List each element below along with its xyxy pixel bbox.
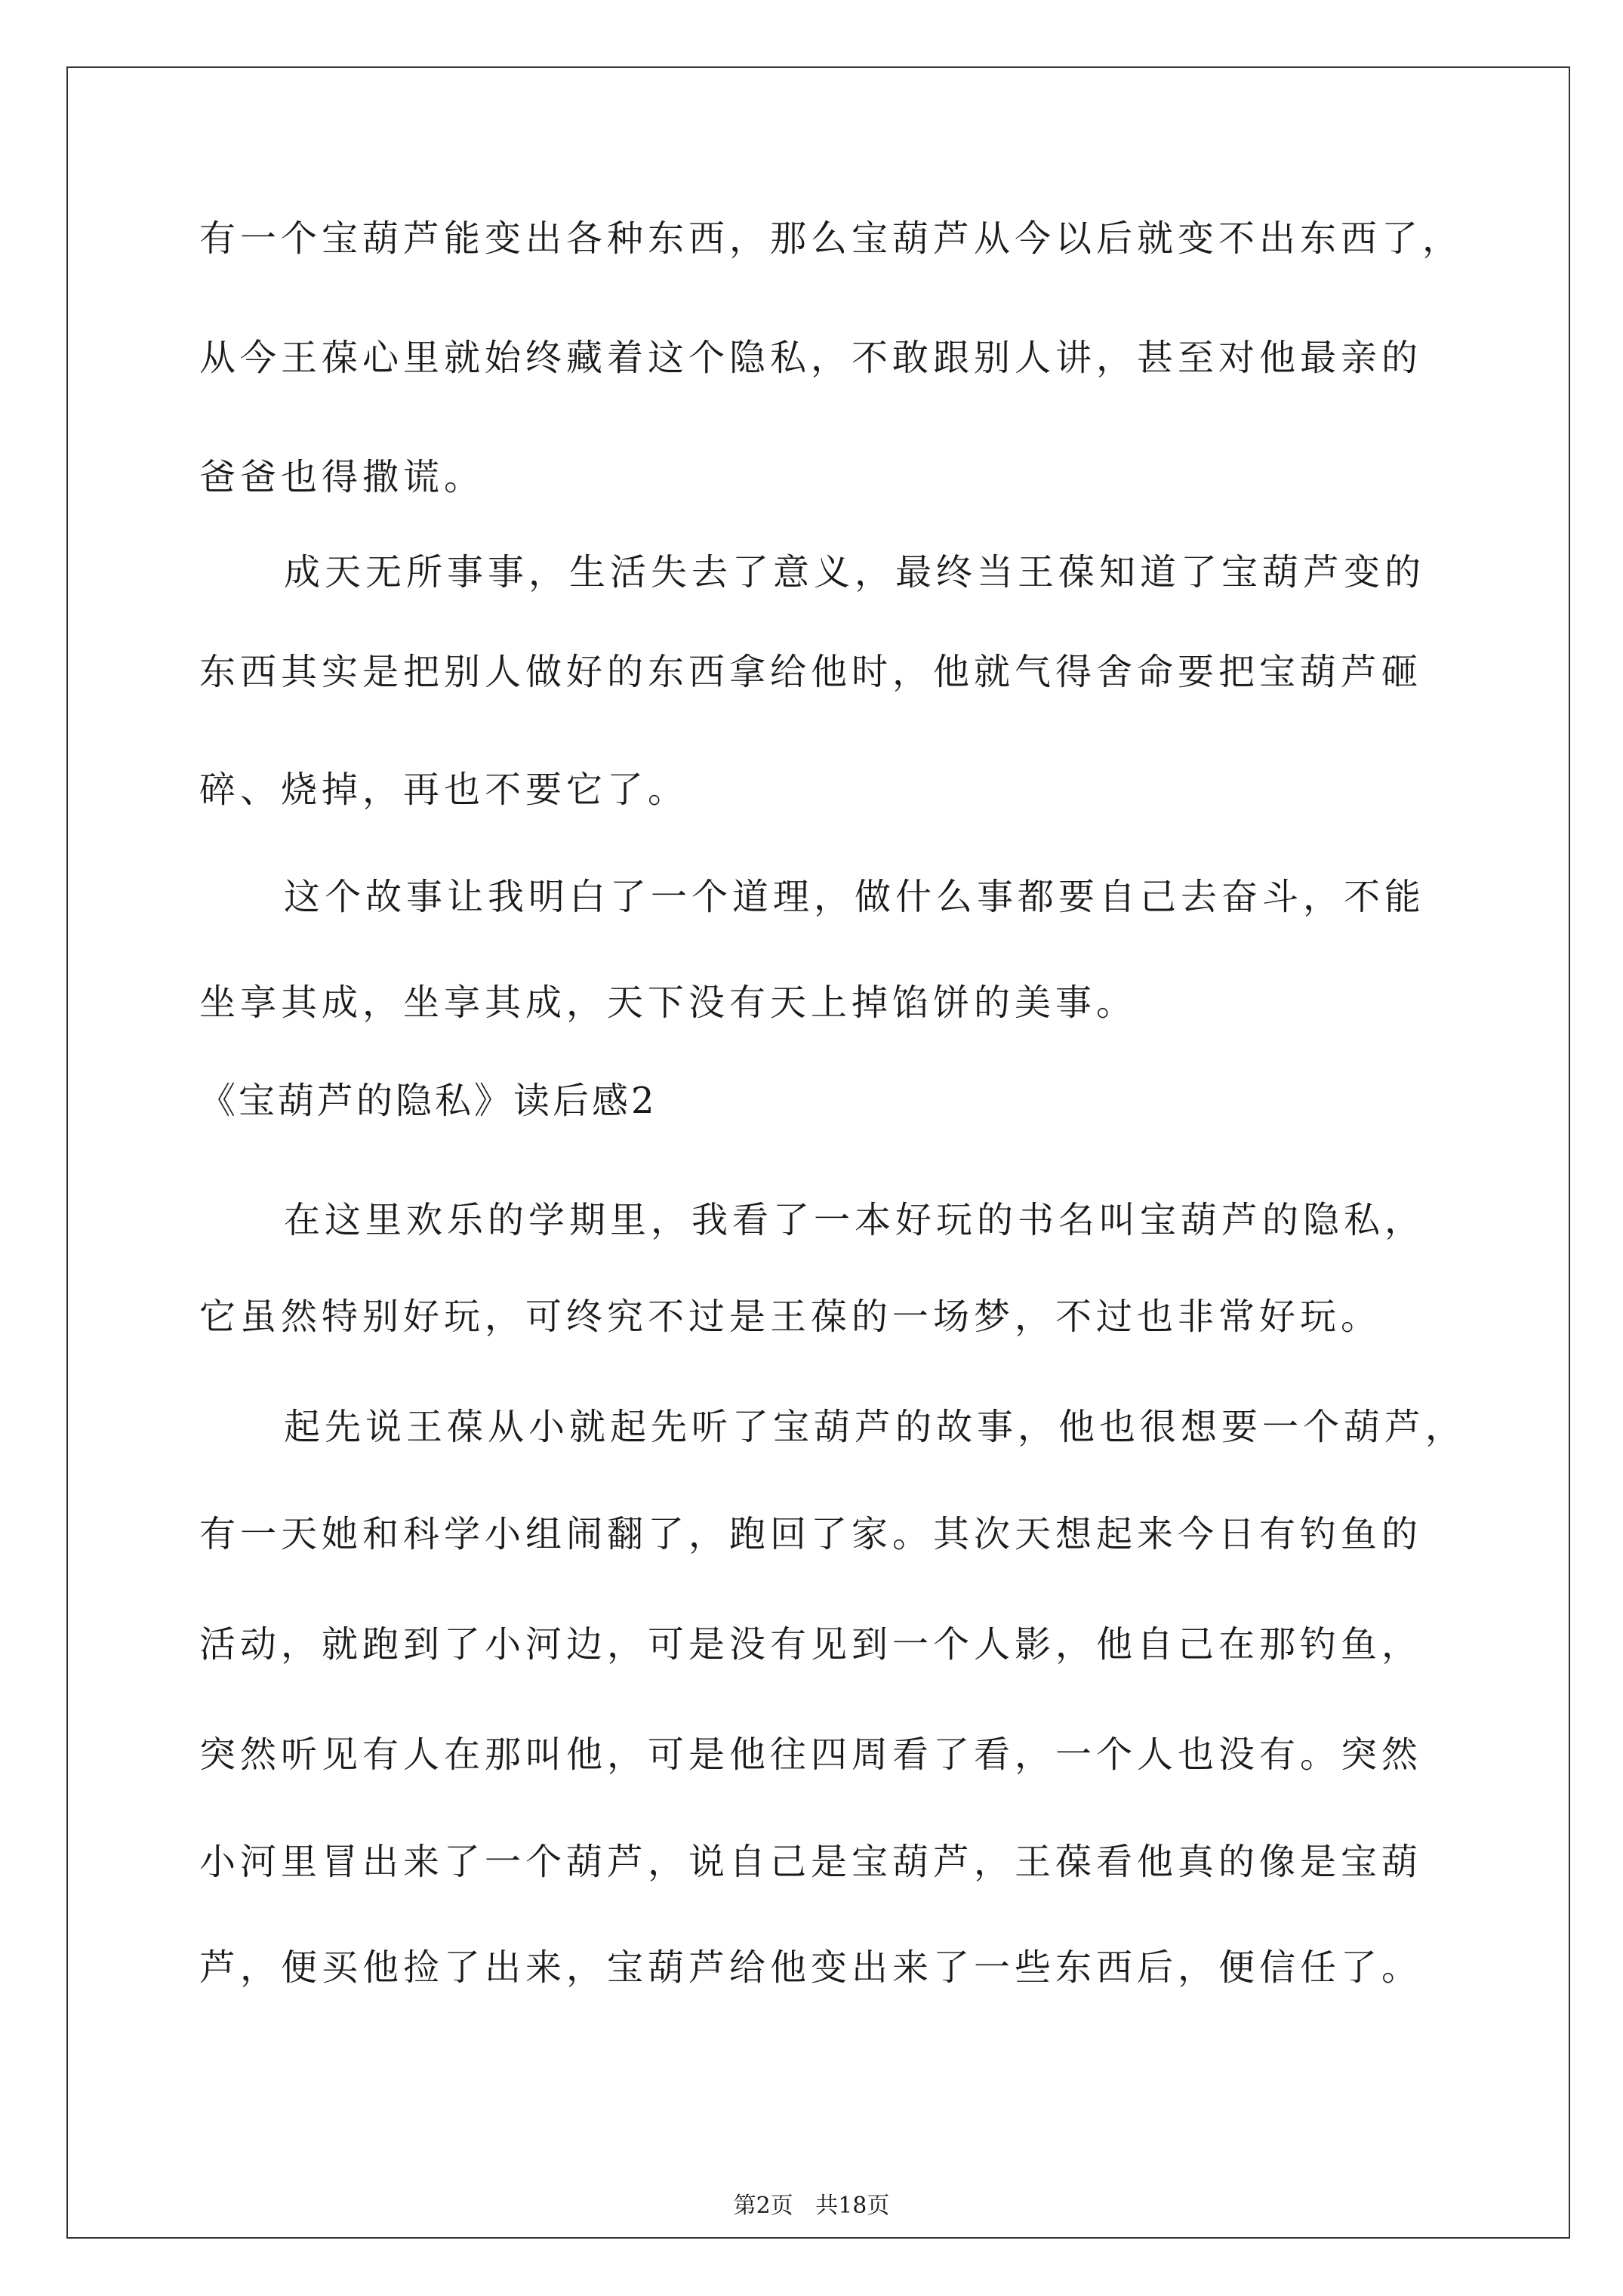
page-frame (66, 66, 1570, 2239)
paragraph-first-line: 成天无所事事，生活失去了意义，最终当王葆知道了宝葫芦变的 (284, 551, 1426, 593)
text-line: 坐享其成，坐享其成，天下没有天上掉馅饼的美事。 (199, 982, 1138, 1024)
text-line: 芦，便买他捡了出来，宝葫芦给他变出来了一些东西后，便信任了。 (199, 1946, 1423, 1989)
text-line: 有一天她和科学小组闹翻了，跑回了家。其次天想起来今日有钓鱼的 (199, 1513, 1423, 1555)
paragraph-first-line: 在这里欢乐的学期里，我看了一本好玩的书名叫宝葫芦的隐私， (284, 1199, 1426, 1241)
text-line: 碎、烧掉，再也不要它了。 (199, 769, 689, 811)
text-line: 小河里冒出来了一个葫芦，说自己是宝葫芦，王葆看他真的像是宝葫 (199, 1841, 1423, 1883)
page-footer (0, 2191, 1623, 2221)
text-line: 活动，就跑到了小河边，可是没有见到一个人影，他自己在那钓鱼， (199, 1623, 1423, 1666)
paragraph-first-line: 这个故事让我明白了一个道理，做什么事都要自己去奋斗，不能 (284, 876, 1426, 918)
section-heading: 《宝葫芦的隐私》读后感2 (199, 1080, 658, 1122)
text-line: 它虽然特别好玩，可终究不过是王葆的一场梦，不过也非常好玩。 (199, 1296, 1382, 1338)
page-total: 共18页 (815, 2193, 890, 2219)
text-line: 有一个宝葫芦能变出各种东西，那么宝葫芦从今以后就变不出东西了， (199, 217, 1464, 260)
text-line: 突然听见有人在那叫他，可是他往四周看了看，一个人也没有。突然 (199, 1734, 1423, 1776)
paragraph-first-line: 起先说王葆从小就起先听了宝葫芦的故事，他也很想要一个葫芦， (284, 1406, 1467, 1448)
text-line: 爸爸也得撒谎。 (199, 456, 485, 498)
text-line: 东西其实是把别人做好的东西拿给他时，他就气得舍命要把宝葫芦砸 (199, 651, 1423, 693)
text-line: 从今王葆心里就始终藏着这个隐私，不敢跟别人讲，甚至对他最亲的 (199, 337, 1423, 379)
page-number: 第2页 (733, 2193, 793, 2219)
